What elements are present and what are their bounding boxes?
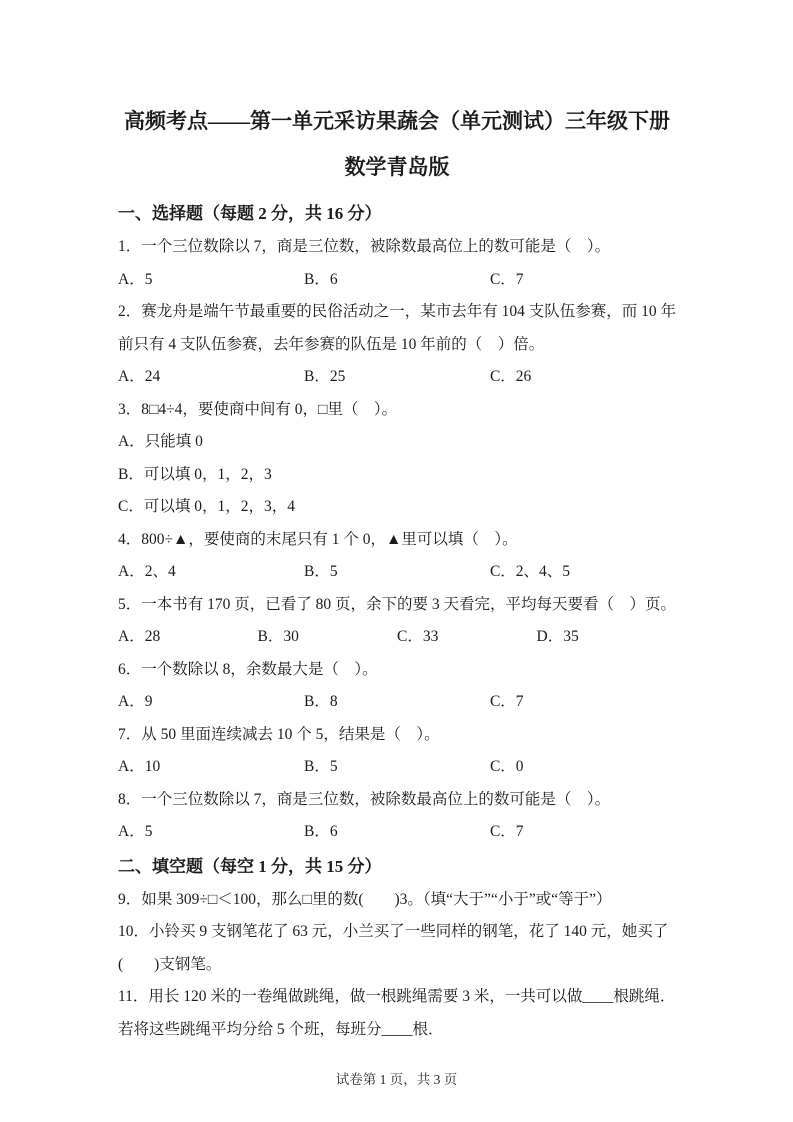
question-6-option-a: A．9: [118, 693, 153, 710]
exam-title: [108, 98, 686, 190]
question-3-options: [118, 426, 676, 524]
question-4-option-c: C．2、4、5: [489, 563, 571, 580]
question-5-option-a: A．28: [118, 628, 161, 645]
question-6-option-b: B．8: [303, 693, 338, 710]
question-5-option-d: D．35: [536, 628, 579, 645]
question-7-option-b: B．5: [303, 758, 338, 775]
question-8-option-b: B．6: [303, 823, 338, 840]
section-1-heading: 一、选择题（每题 2 分，共 16 分）: [118, 204, 382, 223]
question-3-text: 3．8□4÷4，要使商中间有 0，□里（ ）。: [118, 400, 398, 418]
question-4-option-b: B．5: [303, 563, 338, 580]
question-2-option-c: C．26: [489, 368, 532, 385]
question-10-text: 10．小铃买 9 支钢笔花了 63 元，小兰买了一些同样的钢笔，花了 140 元，她买了( )支钢笔。: [118, 923, 669, 973]
question-6-option-c: C．7: [489, 693, 524, 710]
question-1-options: [118, 264, 676, 297]
question-7-text: 7．从 50 里面连续减去 10 个 5，结果是（ ）。: [118, 725, 440, 743]
question-2-options: [118, 361, 676, 394]
section-2-heading: 二、填空题（每空 1 分，共 15 分）: [118, 856, 382, 876]
exam-title-line-1: 高频考点——第一单元采访果蔬会（单元测试）三年级下册: [124, 109, 670, 133]
question-6-options: [118, 686, 676, 719]
question-4-options: [118, 556, 676, 589]
question-1-option-a: A．5: [118, 270, 153, 288]
question-2-option-a: A．24: [118, 368, 161, 385]
question-5-options: [118, 621, 676, 654]
question-8-option-a: A．5: [118, 823, 153, 840]
question-1-text: 1．一个三位数除以 7，商是三位数，被除数最高位上的数可能是（ ）。: [118, 238, 611, 255]
question-8-text: 8．一个三位数除以 7，商是三位数，被除数最高位上的数可能是（ ）。: [118, 790, 611, 808]
question-3-option-a: A．只能填 0: [118, 433, 203, 450]
question-7-option-c: C．0: [489, 758, 524, 775]
question-4-text: 4．800÷▲，要使商的末尾只有 1 个 0，▲里可以填（ ）。: [118, 530, 518, 548]
question-9-text: 9．如果 309÷□＜100，那么□里的数( )3。（填“大于”“小于”或“等于”）: [118, 890, 612, 908]
question-3-option-b: B．可以填 0，1，2，3: [118, 465, 272, 483]
question-3-option-c: C．可以填 0，1，2，3，4: [118, 498, 295, 515]
question-6-text: 6．一个数除以 8，余数最大是（ ）。: [118, 660, 378, 678]
question-1-option-b: B．6: [303, 270, 338, 288]
question-7-options: [118, 751, 676, 784]
question-5-text: 5．一本书有 170 页，已看了 80 页，余下的要 3 天看完，平均每天要看（ ）页。: [118, 595, 677, 613]
question-11-text: 11．用长 120 米的一卷绳做跳绳，做一根跳绳需要 3 米，一共可以做____根跳绳．若将这些跳绳平均分给 5 个班，每班分____根．: [118, 988, 676, 1038]
exam-title-line-2: 数学青岛版: [344, 155, 450, 179]
question-8-options: [118, 816, 676, 849]
question-8-option-c: C．7: [489, 823, 524, 840]
question-7-option-a: A．10: [118, 758, 161, 775]
question-2-text: 2．赛龙舟是端午节最重要的民俗活动之一，某市去年有 104 支队伍参赛，而 10 年前只有 4 支队伍参赛，去年参赛的队伍是 10 年前的（ ）倍。: [118, 303, 677, 353]
page-footer: 试卷第 1 页，共 3 页: [335, 1072, 458, 1087]
question-5-option-b: B．30: [257, 628, 299, 645]
question-5-option-c: C．33: [397, 628, 439, 645]
question-1-option-c: C．7: [489, 270, 524, 288]
question-4-option-a: A．2、4: [118, 563, 176, 580]
question-2-option-b: B．25: [303, 368, 346, 385]
